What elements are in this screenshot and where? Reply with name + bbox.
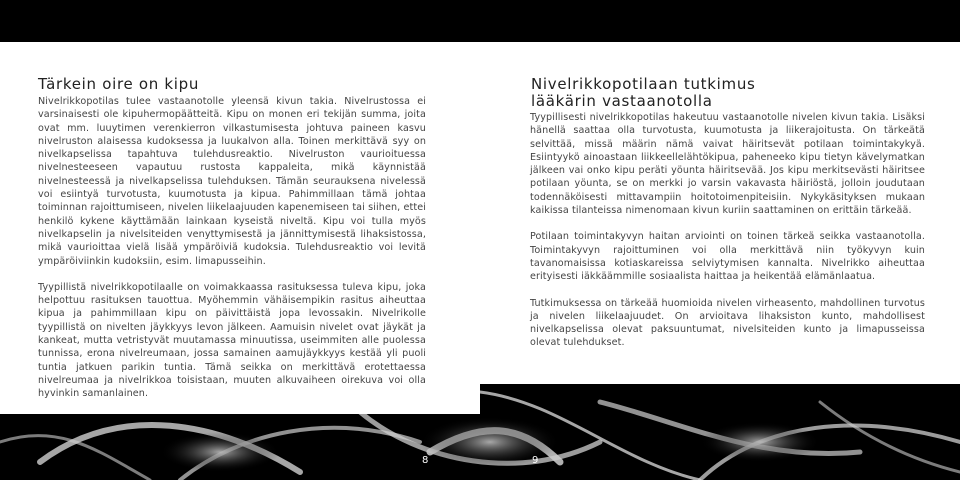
left-page <box>0 42 480 414</box>
right-paragraph-2: Potilaan toimintakyvyn haitan arviointi on toinen tärkeä seikka vastaanotolla. Toimintakyvyn rajoittuminen voi olla merkittävä niin työkyvyn kuin tavanomaisissa kotiaskareissa selviytymisen kannalta. Nivelrikko aiheuttaa erityisesti iäkkäämmille sosiaalista haittaa ja heikentää elämänlaatua. <box>530 231 925 283</box>
left-page-heading: Tärkein oire on kipu <box>38 75 200 94</box>
right-paragraph-1: Tyypillisesti nivelrikkopotilas hakeutuu vastaanotolle nivelen kivun takia. Lisäksi hänellä saattaa olla turvotusta, kuumotusta ja liikerajoitusta. On tärkeätä selvittää, missä määrin nämä vaivat häiritsevät potilaan toimintakykyä. Esiintyykö ainoastaan liikkeellelähtökipua, paheneeko kipu tietyn kävelymatkan jälkeen vai onko kipu peräti yöunta häiritsevää. Jos kipu merkitsevästi häiritsee potilaan yöunta, se on merkki jo varsin vakavasta häiriöstä, jolloin joudutaan todennäköisesti mittavampiin hoitotoimenpiteisiin. Nykykäsityksen mukaan kaikissa tilanteissa nimenomaan kivun kuriin saattaminen on erittäin tärkeää. <box>530 112 925 217</box>
left-page-number: 8 <box>422 455 429 466</box>
top-black-bar <box>0 0 960 42</box>
right-heading-line-1: Nivelrikkopotilaan tutkimus <box>531 75 756 94</box>
left-paragraph-1: Nivelrikkopotilas tulee vastaanotolle yleensä kivun takia. Nivelrustossa ei varsinaisesti ole kipuhermopäätteitä. Kipu on monen eri tekijän summa, joita ovat mm. luuytimen verenkierron vilkastumisesta johtuva paineen kasvu nivelruston alaisessa kudoksessa ja luukalvon alla. Toinen merkittävä syy on nivelkapselissa tapahtuva tulehdusreaktio. Nivelruston vaurioituessa nivelnesteeseen vapautuu rustosta kappaleita, mikä käynnistää nivelnesteessä ja nivelkapselissa tulehduksen. Tämän seurauksena nivelessä voi esiintyä turvotusta, kuumotusta ja kipua. Pahimmillaan tämä johtaa toiminnan rajoittumiseen, nivelen liikelaajuuden kapenemiseen tai siihen, ettei henkilö kykene käyttämään lainkaan kyseistä niveltä. Kipu voi tulla myös nivelkapselin ja nivelsiteiden venyttymisestä ja jännittymisestä lihaksistossa, mikä vaurioittaa vielä lisää ympäröiviä kudoksia. Tulehdusreaktio voi levitä ympäröiviinkin kudoksiin, esim. limapusseihin. <box>38 96 426 267</box>
right-heading-line-2: lääkärin vastaanotolla <box>531 92 713 111</box>
right-page-body <box>530 111 925 363</box>
right-page-heading <box>531 76 931 110</box>
book-spread <box>0 42 960 480</box>
left-page-body <box>38 95 426 414</box>
left-paragraph-2: Tyypillistä nivelrikkopotilaalle on voimakkaassa rasituksessa tuleva kipu, joka helpottuu rasituksen tauottua. Myöhemmin vähäisempikin rasitus aiheuttaa kipua ja pahimmillaan kipu on päivittäistä jopa levossakin. Nivelrikolle tyypillistä on nivelten jäykkyys levon jälkeen. Aamuisin nivelet ovat jäykät ja kankeat, mutta vetristyvät muutamassa minuutissa, useimmiten alle puolessa tunnissa, erona nivelreumaan, jossa samainen aamujäykkyys kestää yli puoli tuntia jatkuen parikin tuntia. Tämä seikka on merkittävä erotettaessa nivelreumaa ja nivelrikkoa toisistaan, muuten alkuvaiheen oirekuva voi olla hyvinkin samanlainen. <box>38 281 426 400</box>
right-paragraph-3: Tutkimuksessa on tärkeää huomioida nivelen virheasento, mahdollinen turvotus ja nivelen liikelaajuudet. On arvioitava lihaksiston kunto, mahdollisest nivelkapselissa olevat paksuuntumat, nivelsiteiden kunto ja limapusseissa olevat tulehdukset. <box>530 297 925 349</box>
right-page <box>480 42 960 384</box>
right-page-number: 9 <box>532 455 539 466</box>
